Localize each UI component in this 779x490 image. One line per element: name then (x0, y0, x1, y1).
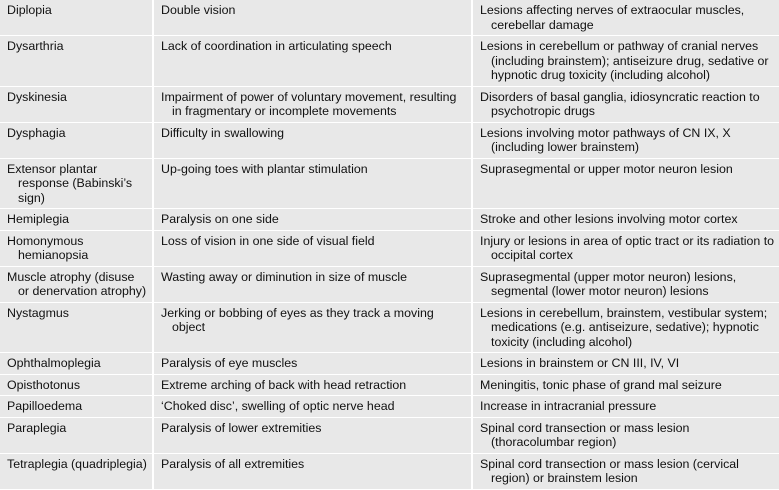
table-row (0, 122, 779, 158)
cause-text: Lesions in cerebellum, brainstem, vestibular system; medications (e.g. antiseizure, sedative); hypnotic toxicity (including alcohol) (480, 305, 768, 349)
definition-text: Paralysis of eye muscles (161, 356, 298, 370)
term-cell (0, 302, 153, 353)
definition-text: Paralysis of all extremities (161, 456, 305, 471)
definition-cell (153, 122, 472, 158)
cause-cell (472, 86, 779, 122)
table-row (0, 230, 779, 266)
term-cell (0, 209, 153, 231)
definition-cell (153, 453, 472, 489)
cause-cell (472, 209, 779, 231)
definition-text: Wasting away or diminution in size of muscle (161, 269, 408, 284)
cause-text: Lesions in cerebellum or pathway of cranial nerves (including brainstem); antiseizure drug, sedative or hypnotic drug toxicity (including alcohol) (480, 39, 769, 82)
term-cell (0, 86, 153, 122)
cause-cell (472, 36, 779, 87)
definition-cell (153, 353, 472, 375)
definition-cell (153, 86, 472, 122)
table-row (0, 158, 779, 209)
cause-cell (472, 158, 779, 209)
definition-cell (153, 374, 472, 396)
cause-cell (472, 266, 779, 302)
table-row (0, 209, 779, 231)
term-text: Papilloedema (7, 399, 83, 413)
term-cell (0, 353, 153, 375)
cause-text: Increase in intracranial pressure (480, 399, 657, 413)
definition-text: Difficulty in swallowing (161, 125, 285, 140)
term-text: Tetraplegia (quadriplegia) (7, 456, 147, 471)
definition-cell (153, 230, 472, 266)
table-row (0, 417, 779, 453)
definition-text: Paralysis of lower extremities (161, 420, 322, 435)
cause-cell (472, 396, 779, 418)
term-cell (0, 36, 153, 87)
table-row (0, 302, 779, 353)
definition-cell (153, 302, 472, 353)
cause-text: Spinal cord transection or mass lesion (cervical region) or brainstem lesion (480, 456, 739, 485)
term-text: Homonymous hemianopsia (7, 233, 89, 262)
cause-text: Meningitis, tonic phase of grand mal seizure (480, 377, 722, 392)
definition-text: Impairment of power of voluntary movement, resulting in fragmentary or incomplete movements (161, 89, 457, 118)
cause-cell (472, 302, 779, 353)
definition-cell (153, 396, 472, 418)
term-text: Ophthalmoplegia (7, 356, 101, 370)
definition-text: Extreme arching of back with head retraction (161, 377, 407, 392)
definition-text: Jerking or bobbing of eyes as they track a moving object (161, 305, 434, 334)
term-text: Extensor plantar response (Babinski’s sign) (7, 161, 133, 205)
term-text: Dysarthria (7, 39, 64, 53)
table-row (0, 353, 779, 375)
definition-text: Loss of vision in one side of visual field (161, 233, 375, 248)
cause-text: Suprasegmental or upper motor neuron lesion (480, 161, 733, 176)
definition-cell (153, 36, 472, 87)
definition-cell (153, 209, 472, 231)
cause-cell (472, 230, 779, 266)
term-text: Opisthotonus (7, 377, 81, 392)
cause-text: Suprasegmental (upper motor neuron) lesions, segmental (lower motor neuron) lesions (480, 269, 737, 298)
term-text: Dysphagia (7, 125, 66, 140)
cause-text: Disorders of basal ganglia, idiosyncratic reaction to psychotropic drugs (480, 89, 760, 118)
definition-text: Double vision (161, 3, 236, 17)
cause-cell (472, 0, 779, 36)
term-text: Nystagmus (7, 305, 69, 320)
term-text: Paraplegia (7, 420, 67, 435)
cause-cell (472, 417, 779, 453)
term-cell (0, 374, 153, 396)
table-row (0, 36, 779, 87)
term-text: Hemiplegia (7, 212, 69, 226)
cause-cell (472, 122, 779, 158)
cause-text: Injury or lesions in area of optic tract or its radiation to occipital cortex (480, 233, 775, 262)
definition-cell (153, 266, 472, 302)
term-cell (0, 230, 153, 266)
cause-cell (472, 374, 779, 396)
term-cell (0, 453, 153, 489)
term-text: Diplopia (7, 3, 52, 17)
term-cell (0, 158, 153, 209)
definition-cell (153, 158, 472, 209)
cause-text: Lesions in brainstem or CN III, IV, VI (480, 356, 680, 370)
cause-cell (472, 353, 779, 375)
table-row (0, 453, 779, 489)
definition-cell (153, 417, 472, 453)
term-text: Muscle atrophy (disuse or denervation atrophy) (7, 269, 147, 298)
term-cell (0, 396, 153, 418)
definition-text: ‘Choked disc’, swelling of optic nerve head (161, 399, 395, 413)
term-cell (0, 417, 153, 453)
term-cell (0, 266, 153, 302)
cause-text: Stroke and other lesions involving motor cortex (480, 212, 738, 226)
cause-text: Lesions affecting nerves of extraocular muscles, cerebellar damage (480, 3, 745, 32)
term-cell (0, 122, 153, 158)
table-row (0, 86, 779, 122)
term-cell (0, 0, 153, 36)
cause-text: Lesions involving motor pathways of CN IX, X (including lower brainstem) (480, 125, 731, 154)
table-row (0, 374, 779, 396)
table-row (0, 396, 779, 418)
term-text: Dyskinesia (7, 89, 67, 104)
definition-cell (153, 0, 472, 36)
definition-text: Up-going toes with plantar stimulation (161, 161, 368, 176)
cause-cell (472, 453, 779, 489)
table-row (0, 0, 779, 36)
definition-text: Lack of coordination in articulating speech (161, 39, 392, 53)
cause-text: Spinal cord transection or mass lesion (thoracolumbar region) (480, 420, 690, 449)
definition-text: Paralysis on one side (161, 212, 279, 226)
table-row (0, 266, 779, 302)
